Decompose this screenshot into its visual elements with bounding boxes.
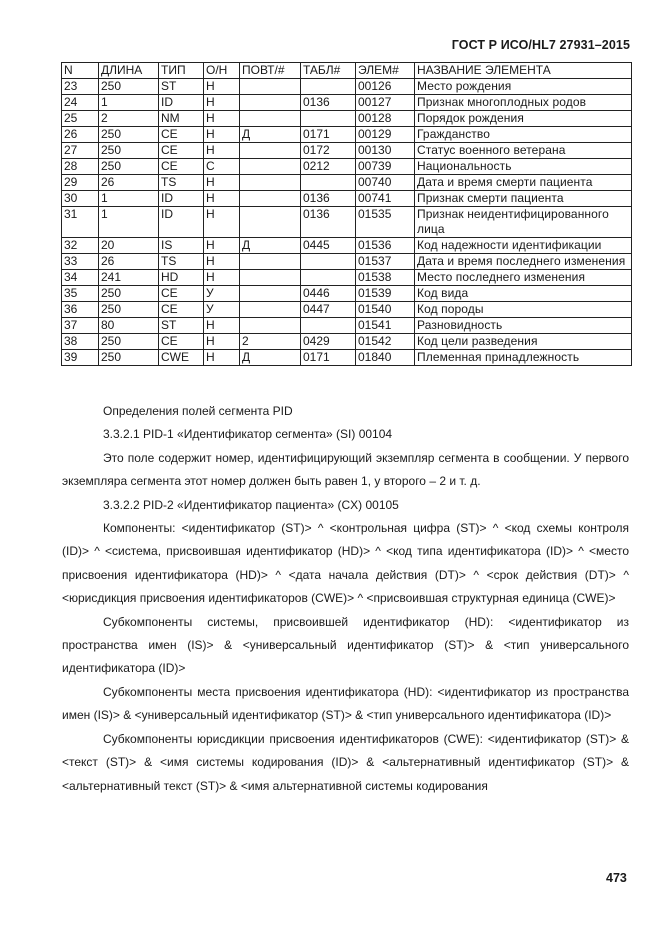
table-cell: 00128 bbox=[356, 111, 415, 127]
element-name-cell: Место последнего изменения bbox=[415, 270, 632, 286]
column-header: ЭЛЕМ# bbox=[356, 63, 415, 79]
table-cell: ID bbox=[159, 191, 204, 207]
table-row bbox=[62, 127, 632, 143]
table-cell: 01535 bbox=[356, 207, 415, 238]
table-cell: 35 bbox=[62, 286, 99, 302]
table-row bbox=[62, 79, 632, 95]
element-name-cell: Код цели разведения bbox=[415, 334, 632, 350]
table-cell: С bbox=[204, 159, 240, 175]
element-name-cell: Дата и время смерти пациента bbox=[415, 175, 632, 191]
table-cell bbox=[240, 207, 301, 238]
table-cell: 39 bbox=[62, 350, 99, 366]
table-cell: 1 bbox=[99, 95, 159, 111]
paragraph: Субкомпоненты места присвоения идентификатора (HD): <идентификатор из пространства имен (IS)> & <универсальный идентификатор (ST)> & <тип универсального идентификатора (ID)> bbox=[62, 684, 629, 723]
paragraph: Субкомпоненты системы, присвоившей идентификатор (HD): <идентификатор из пространства имен (IS)> & <универсальный идентификатор (ST)> & <тип универсального идентификатора (ID)> bbox=[62, 614, 629, 676]
element-name-cell: Признак неидентифицированного лица bbox=[415, 207, 632, 238]
table-cell: 250 bbox=[99, 302, 159, 318]
table-cell: CWE bbox=[159, 350, 204, 366]
table-cell: 00126 bbox=[356, 79, 415, 95]
table-cell bbox=[301, 79, 356, 95]
table-row bbox=[62, 143, 632, 159]
table-cell: 01537 bbox=[356, 254, 415, 270]
table-row bbox=[62, 207, 632, 238]
column-header: N bbox=[62, 63, 99, 79]
table-cell: 37 bbox=[62, 318, 99, 334]
element-name-cell: Национальность bbox=[415, 159, 632, 175]
table-cell: 00739 bbox=[356, 159, 415, 175]
table-cell bbox=[301, 318, 356, 334]
table-cell: 250 bbox=[99, 127, 159, 143]
table-cell: Н bbox=[204, 143, 240, 159]
table-cell: 25 bbox=[62, 111, 99, 127]
table-cell: 0429 bbox=[301, 334, 356, 350]
paragraph: Это поле содержит номер, идентифицирующий экземпляр сегмента в сообщении. У первого экземпляра сегмента этот номер должен быть равен 1, у второго – 2 и т. д. bbox=[62, 450, 629, 489]
table-cell: 250 bbox=[99, 143, 159, 159]
table-cell: 250 bbox=[99, 79, 159, 95]
element-name-cell: Место рождения bbox=[415, 79, 632, 95]
body-text bbox=[62, 400, 629, 798]
column-header: ТАБЛ# bbox=[301, 63, 356, 79]
table-cell: 1 bbox=[99, 207, 159, 238]
table-cell bbox=[240, 159, 301, 175]
table-cell: У bbox=[204, 286, 240, 302]
table-cell: 250 bbox=[99, 334, 159, 350]
table-row bbox=[62, 238, 632, 254]
table-header-row bbox=[62, 63, 632, 79]
table-body bbox=[62, 79, 632, 366]
table-row bbox=[62, 175, 632, 191]
table-cell: 26 bbox=[99, 254, 159, 270]
table-cell: 01840 bbox=[356, 350, 415, 366]
column-header: О/Н bbox=[204, 63, 240, 79]
table-cell: 0446 bbox=[301, 286, 356, 302]
table-cell: 2 bbox=[240, 334, 301, 350]
table-cell: ST bbox=[159, 79, 204, 95]
table-cell: 33 bbox=[62, 254, 99, 270]
table-cell: 29 bbox=[62, 175, 99, 191]
column-header: ДЛИНА bbox=[99, 63, 159, 79]
element-name-cell: Гражданство bbox=[415, 127, 632, 143]
table-cell bbox=[301, 270, 356, 286]
table-cell: Д bbox=[240, 350, 301, 366]
table-cell bbox=[240, 111, 301, 127]
table-row bbox=[62, 302, 632, 318]
table-cell: 0212 bbox=[301, 159, 356, 175]
table-cell bbox=[240, 286, 301, 302]
table-cell bbox=[240, 95, 301, 111]
table-cell: 250 bbox=[99, 350, 159, 366]
table-cell: NM bbox=[159, 111, 204, 127]
table-cell: ST bbox=[159, 318, 204, 334]
table-cell bbox=[301, 111, 356, 127]
table-cell: 00740 bbox=[356, 175, 415, 191]
table-cell: 01539 bbox=[356, 286, 415, 302]
table-cell: 26 bbox=[62, 127, 99, 143]
paragraph: Субкомпоненты юрисдикции присвоения идентификаторов (CWE): <идентификатор (ST)> & <текст (ST)> & <имя системы кодирования (ID)> & <альтернативный идентификатор (ST)> & <альтернативный текст (ST)> & <имя альтернативной системы кодирования bbox=[62, 731, 629, 793]
table-cell: Д bbox=[240, 127, 301, 143]
table-cell: 250 bbox=[99, 159, 159, 175]
table-cell: Н bbox=[204, 238, 240, 254]
column-header: ПОВТ/# bbox=[240, 63, 301, 79]
table-row bbox=[62, 334, 632, 350]
table-cell bbox=[240, 143, 301, 159]
segment-fields-table bbox=[61, 62, 632, 366]
table-cell: Н bbox=[204, 254, 240, 270]
table-cell: CE bbox=[159, 127, 204, 143]
table-cell: HD bbox=[159, 270, 204, 286]
table-cell: 00127 bbox=[356, 95, 415, 111]
table-cell: Н bbox=[204, 207, 240, 238]
element-name-cell: Племенная принадлежность bbox=[415, 350, 632, 366]
paragraph: 3.3.2.1 PID-1 «Идентификатор сегмента» (SI) 00104 bbox=[103, 427, 393, 442]
table-cell: 0136 bbox=[301, 95, 356, 111]
table-cell: Н bbox=[204, 175, 240, 191]
table-cell: 26 bbox=[99, 175, 159, 191]
element-name-cell: Статус военного ветерана bbox=[415, 143, 632, 159]
table-cell bbox=[301, 175, 356, 191]
element-name-cell: Код надежности идентификации bbox=[415, 238, 632, 254]
table-cell: 01536 bbox=[356, 238, 415, 254]
table-cell: IS bbox=[159, 238, 204, 254]
table-cell: 250 bbox=[99, 286, 159, 302]
table-cell: 34 bbox=[62, 270, 99, 286]
table-cell: 01542 bbox=[356, 334, 415, 350]
table-cell: 01538 bbox=[356, 270, 415, 286]
table-cell bbox=[240, 175, 301, 191]
paragraph: Определения полей сегмента PID bbox=[103, 404, 293, 418]
table-cell bbox=[301, 254, 356, 270]
table-cell: Н bbox=[204, 127, 240, 143]
table-cell bbox=[240, 318, 301, 334]
table-row bbox=[62, 191, 632, 207]
table-cell: 00129 bbox=[356, 127, 415, 143]
table-cell: 0171 bbox=[301, 127, 356, 143]
table-cell: TS bbox=[159, 175, 204, 191]
document-code-header: ГОСТ Р ИСО/HL7 27931–2015 bbox=[451, 38, 630, 52]
table-row bbox=[62, 159, 632, 175]
table-cell: Н bbox=[204, 111, 240, 127]
table-cell: CE bbox=[159, 143, 204, 159]
paragraph: Компоненты: <идентификатор (ST)> ^ <контрольная цифра (ST)> ^ <код схемы контроля (ID)> ^ <система, присвоившая идентификатор (HD)> ^ <код типа идентификатора (ID)> ^ <место присвоения идентификатора (HD)> ^ <дата начала действия (DT)> ^ <срок действия (DT)> ^ <юрисдикция присвоения идентификаторов (CWE)> ^ <присвоившая структурная единица (CWE)> bbox=[62, 521, 629, 606]
table-cell: CE bbox=[159, 286, 204, 302]
table-cell: Н bbox=[204, 79, 240, 95]
page-number: 473 bbox=[606, 871, 627, 885]
column-header: ТИП bbox=[159, 63, 204, 79]
element-name-cell: Дата и время последнего изменения bbox=[415, 254, 632, 270]
table-cell: 0172 bbox=[301, 143, 356, 159]
table-cell: ID bbox=[159, 95, 204, 111]
table-cell: 20 bbox=[99, 238, 159, 254]
table-cell: CE bbox=[159, 159, 204, 175]
table-cell: 01541 bbox=[356, 318, 415, 334]
element-name-cell: Разновидность bbox=[415, 318, 632, 334]
table-header bbox=[62, 63, 632, 79]
table-cell: 36 bbox=[62, 302, 99, 318]
element-name-cell: Признак смерти пациента bbox=[415, 191, 632, 207]
table-cell: 00741 bbox=[356, 191, 415, 207]
table-cell: 31 bbox=[62, 207, 99, 238]
table-cell: 0447 bbox=[301, 302, 356, 318]
table-cell: 2 bbox=[99, 111, 159, 127]
element-name-cell: Признак многоплодных родов bbox=[415, 95, 632, 111]
table-cell: 28 bbox=[62, 159, 99, 175]
table-cell: Н bbox=[204, 334, 240, 350]
table-cell: Н bbox=[204, 191, 240, 207]
paragraph: 3.3.2.2 PID-2 «Идентификатор пациента» (CX) 00105 bbox=[103, 497, 399, 512]
table-cell: 01540 bbox=[356, 302, 415, 318]
table-cell: Д bbox=[240, 238, 301, 254]
table-cell: 0171 bbox=[301, 350, 356, 366]
table-cell bbox=[240, 79, 301, 95]
table-cell: Н bbox=[204, 318, 240, 334]
table-cell: 0136 bbox=[301, 207, 356, 238]
table-cell: 0136 bbox=[301, 191, 356, 207]
table-cell: 30 bbox=[62, 191, 99, 207]
table-cell bbox=[240, 302, 301, 318]
table-cell: У bbox=[204, 302, 240, 318]
table-cell: 0445 bbox=[301, 238, 356, 254]
table-cell bbox=[240, 191, 301, 207]
table-cell: TS bbox=[159, 254, 204, 270]
table-row bbox=[62, 286, 632, 302]
element-name-cell: Порядок рождения bbox=[415, 111, 632, 127]
table-cell: 38 bbox=[62, 334, 99, 350]
table-cell: 27 bbox=[62, 143, 99, 159]
table-cell: CE bbox=[159, 334, 204, 350]
table-row bbox=[62, 270, 632, 286]
table-row bbox=[62, 111, 632, 127]
table-cell: 80 bbox=[99, 318, 159, 334]
table-row bbox=[62, 254, 632, 270]
table-cell: 00130 bbox=[356, 143, 415, 159]
element-name-cell: Код породы bbox=[415, 302, 632, 318]
table-cell bbox=[240, 270, 301, 286]
table-row bbox=[62, 350, 632, 366]
table-cell: CE bbox=[159, 302, 204, 318]
table-cell: Н bbox=[204, 270, 240, 286]
table-cell: 1 bbox=[99, 191, 159, 207]
table-cell: Н bbox=[204, 350, 240, 366]
table-cell bbox=[240, 254, 301, 270]
table-cell: 32 bbox=[62, 238, 99, 254]
table-cell: 24 bbox=[62, 95, 99, 111]
table-cell: ID bbox=[159, 207, 204, 238]
table-cell: 23 bbox=[62, 79, 99, 95]
column-header: НАЗВАНИЕ ЭЛЕМЕНТА bbox=[415, 63, 632, 79]
table-row bbox=[62, 95, 632, 111]
table-cell: Н bbox=[204, 95, 240, 111]
element-name-cell: Код вида bbox=[415, 286, 632, 302]
table-row bbox=[62, 318, 632, 334]
table-cell: 241 bbox=[99, 270, 159, 286]
